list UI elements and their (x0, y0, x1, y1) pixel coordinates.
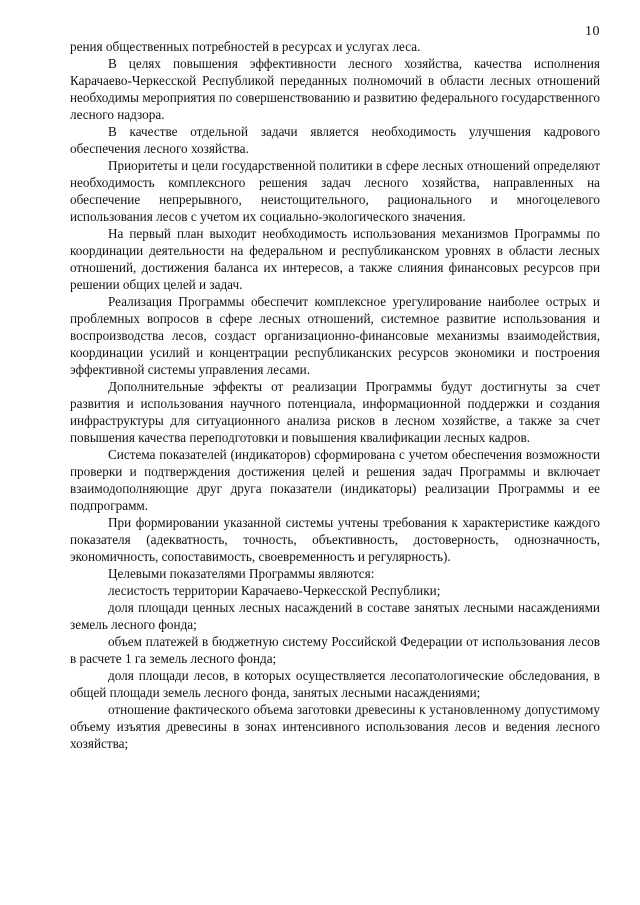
page-number: 10 (585, 24, 600, 39)
list-item: лесистость территории Карачаево-Черкесской Республики; (108, 583, 441, 598)
list-item: доля площади лесов, в которых осуществляется лесопатологические обследования, в общей площади земель лесного фонда, занятых лесными насаждениями; (70, 668, 600, 700)
list-item: доля площади ценных лесных насаждений в составе занятых лесными насаждениями земель лесного фонда; (70, 600, 600, 632)
list-item: объем платежей в бюджетную систему Российской Федерации от использования лесов в расчете 1 га земель лесного фонда; (70, 634, 600, 666)
paragraph: рения общественных потребностей в ресурсах и услугах леса. (70, 39, 421, 54)
paragraph: Приоритеты и цели государственной политики в сфере лесных отношений определяют необходимость комплексного решения задач лесного хозяйства, направленных на обеспечение непрерывного, неистощительного, рационального и многоцелевого использования лесов с учетом их социально-экологического значения. (70, 158, 600, 224)
list-intro: Целевыми показателями Программы являются: (108, 566, 375, 581)
paragraph: В качестве отдельной задачи является необходимость улучшения кадрового обеспечения лесного хозяйства. (70, 124, 600, 156)
paragraph: В целях повышения эффективности лесного хозяйства, качества исполнения Карачаево-Черкесской Республикой переданных полномочий в области лесных отношений необходимы мероприятия по совершенствованию и развитию федерального государственного лесного надзора. (70, 56, 600, 122)
document-body (70, 38, 600, 752)
paragraph: Реализация Программы обеспечит комплексное урегулирование наиболее острых и проблемных вопросов в сфере лесных отношений, системное развитие использования и воспроизводства лесов, создаст организационно-финансовые механизмы взаимодействия, координации усилий и концентрации республиканских ресурсов экономики и построения эффективной системы управления лесами. (70, 294, 600, 377)
paragraph: На первый план выходит необходимость использования механизмов Программы по координации деятельности на федеральном и республиканском уровнях в области лесных отношений, достижения баланса их интересов, а также слияния финансовых ресурсов при решении общих целей и задач. (70, 226, 600, 292)
paragraph: Дополнительные эффекты от реализации Программы будут достигнуты за счет развития и использования научного потенциала, информационной поддержки и создания инфраструктуры для ситуационного анализа рисков в лесном хозяйстве, а также за счет повышения качества переподготовки и повышения квалификации лесных кадров. (70, 379, 600, 445)
paragraph: При формировании указанной системы учтены требования к характеристике каждого показателя (адекватность, точность, объективность, достоверность, однозначность, экономичность, сопоставимость, своевременность и регулярность). (70, 515, 600, 564)
list-item: отношение фактического объема заготовки древесины к установленному допустимому объему изъятия древесины в зонах интенсивного использования лесов и ведения лесного хозяйства; (70, 702, 600, 751)
paragraph: Система показателей (индикаторов) сформирована с учетом обеспечения возможности проверки и подтверждения достижения целей и решения задач Программы и включает взаимодополняющие друг друга показатели (индикаторы) реализации Программы и ее подпрограмм. (70, 447, 600, 513)
